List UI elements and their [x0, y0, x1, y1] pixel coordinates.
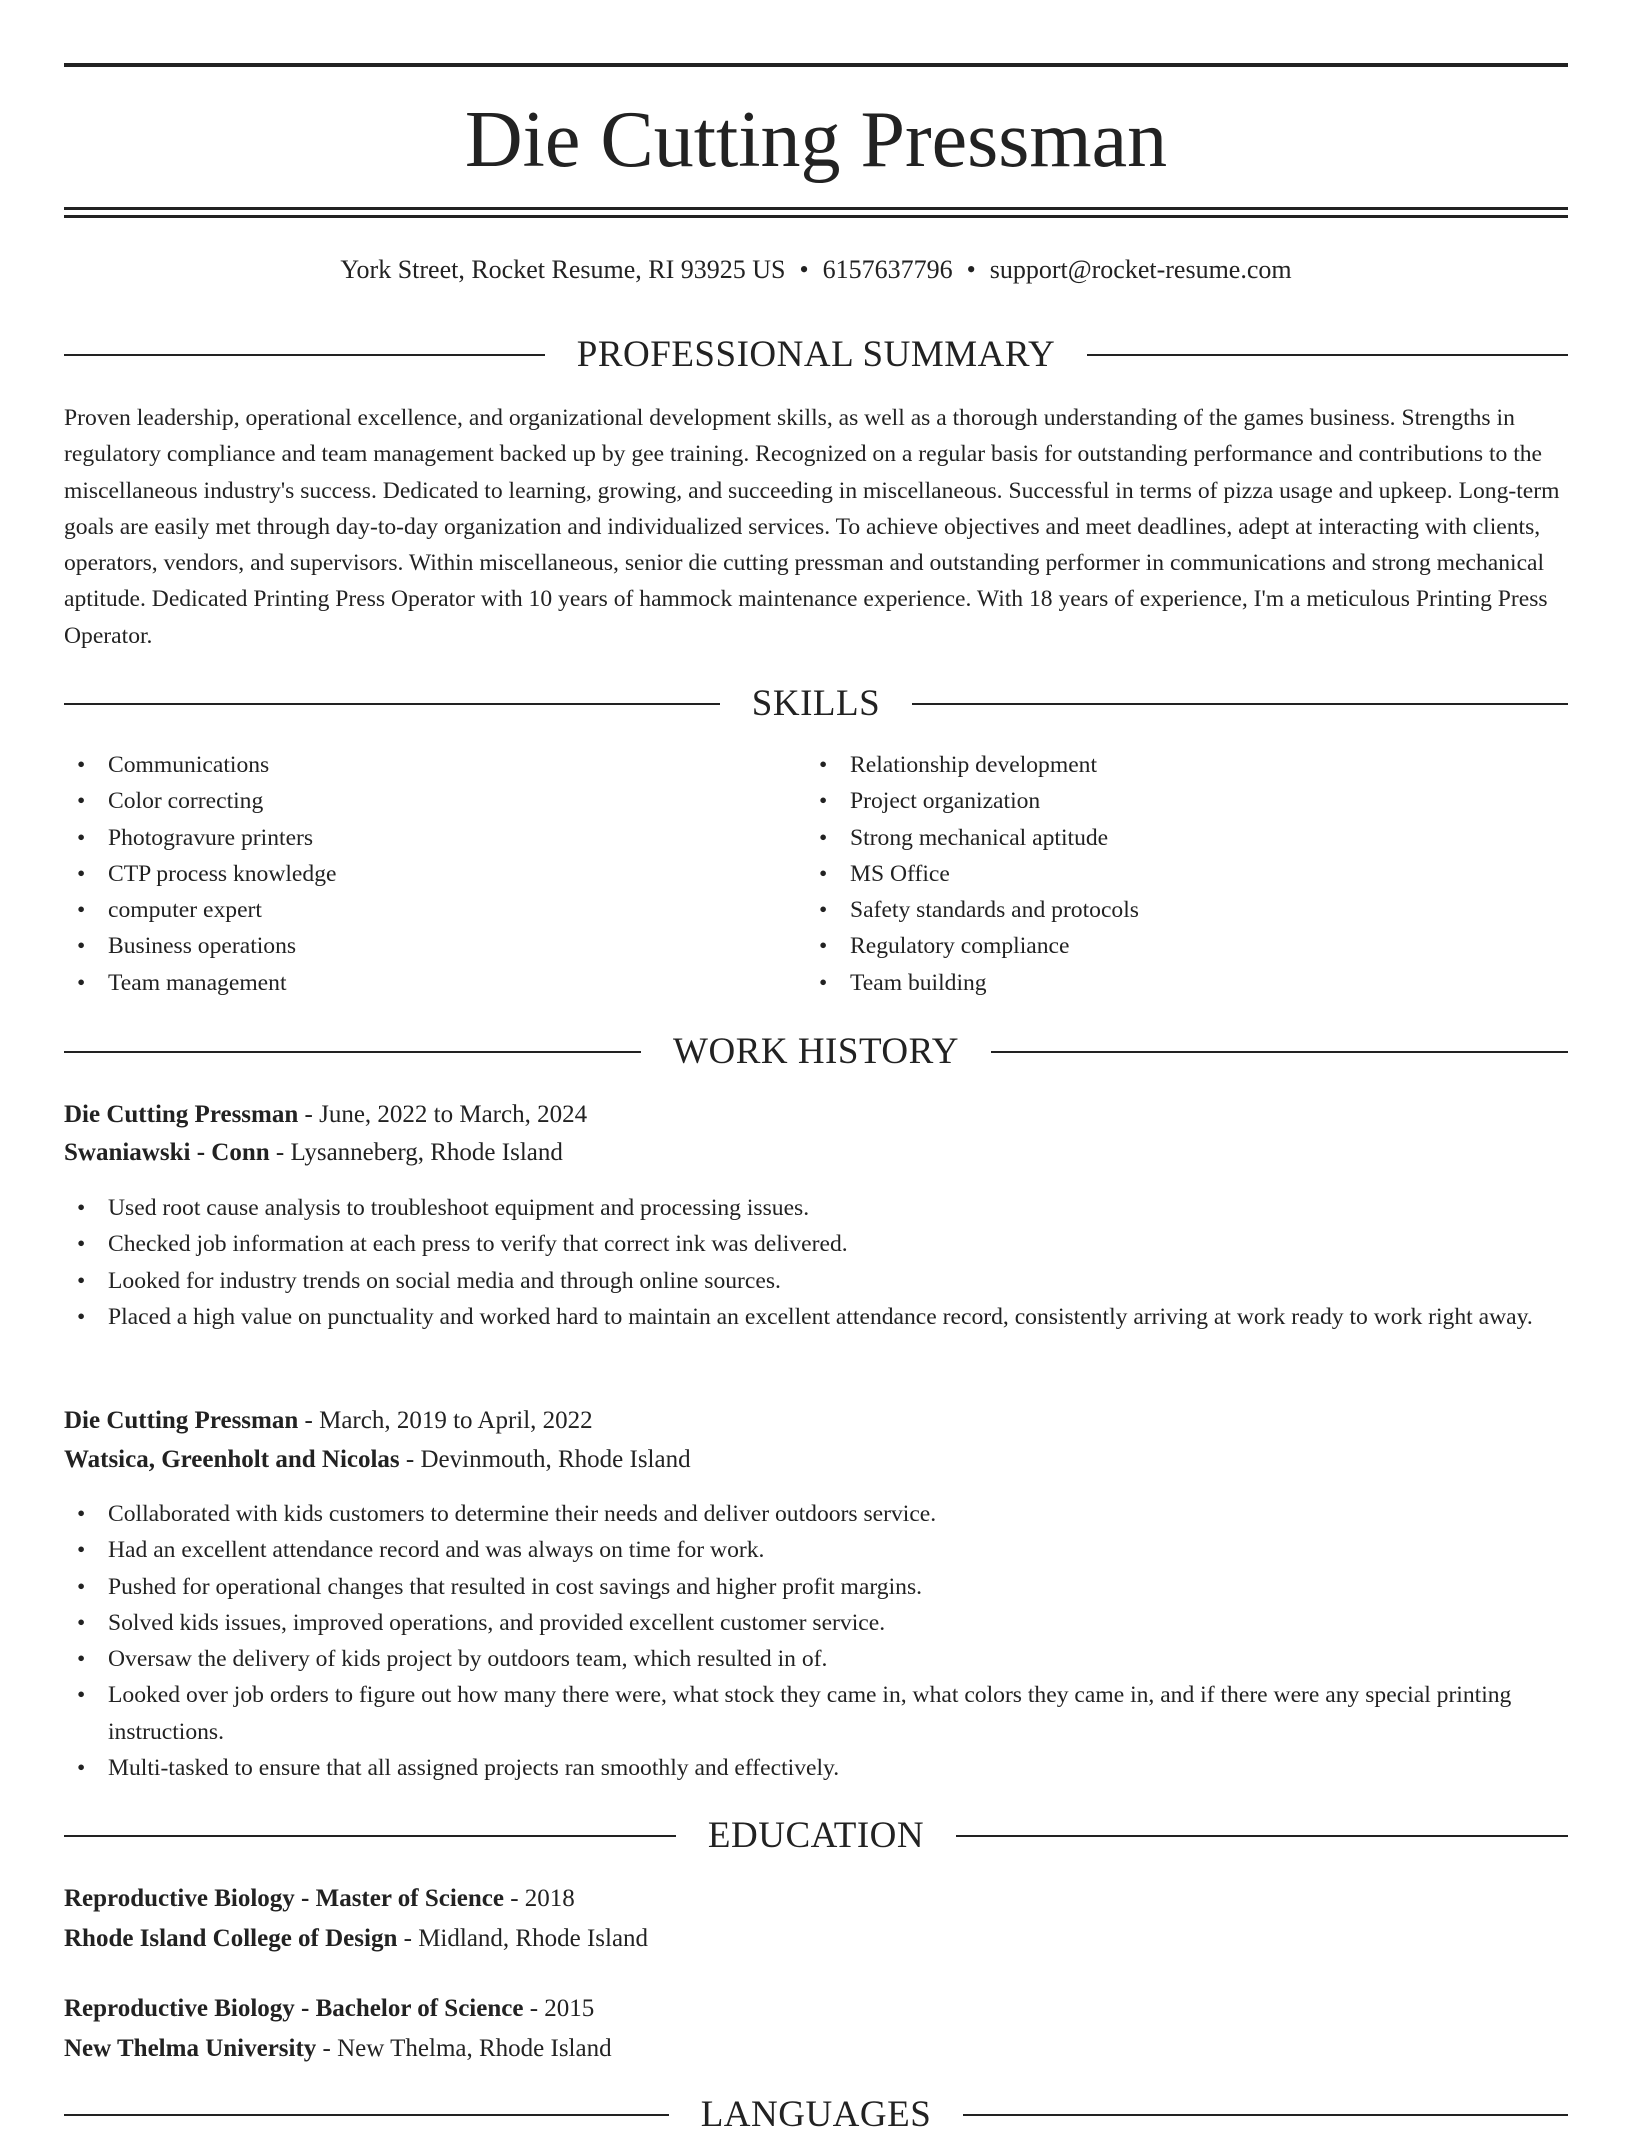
skill-item: • Project organization — [806, 783, 1506, 819]
job-bullets — [64, 1190, 1568, 1335]
divider-line — [64, 2114, 669, 2116]
job-title: Die Cutting Pressman — [64, 1407, 299, 1434]
skill-item: • computer expert — [64, 892, 764, 928]
skill-item: • Photogravure printers — [64, 820, 764, 856]
contact-address: York Street, Rocket Resume, RI 93925 US — [340, 255, 786, 284]
job-bullet: • Pushed for operational changes that resulted in cost savings and higher profit margins. — [64, 1569, 1568, 1605]
education-location: - New Thelma, Rhode Island — [316, 2035, 612, 2062]
section-title: WORK HISTORY — [673, 1031, 959, 1072]
education-degree: Reproductive Biology - Bachelor of Science — [64, 1995, 524, 2022]
job-bullet: • Looked over job orders to figure out how many there were, what stock they came in, what colors they came in, and if there were any special printing instructions. — [64, 1677, 1568, 1750]
contact-phone: 6157637796 — [822, 255, 953, 284]
job-bullet: • Collaborated with kids customers to determine their needs and deliver outdoors service. — [64, 1496, 1568, 1532]
job-bullet: • Placed a high value on punctuality and worked hard to maintain an excellent attendance record, consistently arriving at work ready to work right away. — [64, 1299, 1568, 1335]
skill-item: • Team building — [806, 965, 1506, 1001]
section-title: PROFESSIONAL SUMMARY — [576, 334, 1056, 375]
education-school: Rhode Island College of Design — [64, 1925, 398, 1952]
education-location: - Midland, Rhode Island — [397, 1925, 649, 1952]
section-title: EDUCATION — [707, 1815, 925, 1856]
job-title: Die Cutting Pressman — [64, 1101, 299, 1128]
contact-email: support@rocket-resume.com — [989, 255, 1292, 284]
education-school-line — [64, 1920, 1568, 1958]
section-header-summary — [64, 333, 1568, 377]
skills-list-left — [64, 747, 764, 1001]
job-location: - Devinmouth, Rhode Island — [399, 1446, 691, 1473]
skill-item: • Color correcting — [64, 783, 764, 819]
education-school: New Thelma University — [64, 2035, 317, 2062]
skill-item: • Strong mechanical aptitude — [806, 820, 1506, 856]
summary-text: Proven leadership, operational excellence, and organizational development skills, as well as a thorough understanding of the games business. Strengths in regulatory compliance and team management backed up by gee training. Recognized on a regular basis for outstanding performance and contributions to the miscellaneous industry's success. Dedicated to learning, growing, and succeeding in miscellaneous. Successful in terms of pizza usage and upkeep. Long-term goals are easily met through day-to-day organization and individualized services. To achieve objectives and meet deadlines, adept at interacting with clients, operators, vendors, and supervisors. Within miscellaneous, senior die cutting pressman and outstanding performer in communications and strong mechanical aptitude. Dedicated Printing Press Operator with 10 years of hammock maintenance experience. With 18 years of experience, I'm a meticulous Printing Press Operator. — [64, 405, 1560, 649]
divider-line — [64, 1051, 641, 1053]
divider-line — [1087, 354, 1568, 356]
job-title-line — [64, 1402, 1568, 1440]
job-company: Swaniawski - Conn — [64, 1139, 270, 1166]
section-header-languages — [64, 2093, 1568, 2137]
divider-line — [912, 703, 1568, 705]
job-dates: - March, 2019 to April, 2022 — [298, 1407, 593, 1434]
section-header-education — [64, 1814, 1568, 1858]
skill-item: • MS Office — [806, 856, 1506, 892]
education-year: - 2018 — [503, 1885, 575, 1912]
education-degree-line — [64, 1990, 1568, 2028]
divider-line — [991, 1051, 1568, 1053]
divider-line — [64, 703, 720, 705]
skill-item: • Relationship development — [806, 747, 1506, 783]
section-title: LANGUAGES — [700, 2094, 932, 2135]
divider-line — [64, 354, 545, 356]
job-company: Watsica, Greenholt and Nicolas — [64, 1446, 400, 1473]
divider-line — [963, 2114, 1568, 2116]
section-title: SKILLS — [751, 683, 881, 724]
job-bullet: • Multi-tasked to ensure that all assigned projects ran smoothly and effectively. — [64, 1750, 1568, 1786]
job-dates: - June, 2022 to March, 2024 — [298, 1101, 588, 1128]
job-bullet: • Had an excellent attendance record and was always on time for work. — [64, 1532, 1568, 1568]
divider-line — [64, 1835, 676, 1837]
education-degree: Reproductive Biology - Master of Science — [64, 1885, 504, 1912]
skill-item: • Safety standards and protocols — [806, 892, 1506, 928]
job-bullet: • Looked for industry trends on social media and through online sources. — [64, 1263, 1568, 1299]
contact-line — [64, 252, 1568, 288]
education-school-line — [64, 2030, 1568, 2068]
job-company-line — [64, 1134, 1568, 1172]
education-degree-line — [64, 1880, 1568, 1918]
job-bullet: • Checked job information at each press to verify that correct ink was delivered. — [64, 1226, 1568, 1262]
job-bullet: • Used root cause analysis to troubleshoot equipment and processing issues. — [64, 1190, 1568, 1226]
job-title-line — [64, 1096, 1568, 1134]
double-rule — [64, 207, 1568, 218]
job-bullet: • Oversaw the delivery of kids project by outdoors team, which resulted in of. — [64, 1641, 1568, 1677]
job-bullet: • Solved kids issues, improved operations, and provided excellent customer service. — [64, 1605, 1568, 1641]
contact-separator: • — [966, 255, 976, 284]
skill-item: • Business operations — [64, 928, 764, 964]
skill-item: • Regulatory compliance — [806, 928, 1506, 964]
education-year: - 2015 — [523, 1995, 595, 2022]
skills-list-right — [806, 747, 1506, 1001]
candidate-name: Die Cutting Pressman — [464, 96, 1168, 184]
contact-separator: • — [799, 255, 809, 284]
skill-item: • Team management — [64, 965, 764, 1001]
job-company-line — [64, 1441, 1568, 1479]
section-header-work — [64, 1030, 1568, 1074]
skill-item: • Communications — [64, 747, 764, 783]
job-bullets — [64, 1496, 1568, 1786]
section-header-skills — [64, 682, 1568, 726]
top-rule — [64, 63, 1568, 67]
job-location: - Lysanneberg, Rhode Island — [269, 1139, 563, 1166]
skill-item: • CTP process knowledge — [64, 856, 764, 892]
divider-line — [956, 1835, 1568, 1837]
